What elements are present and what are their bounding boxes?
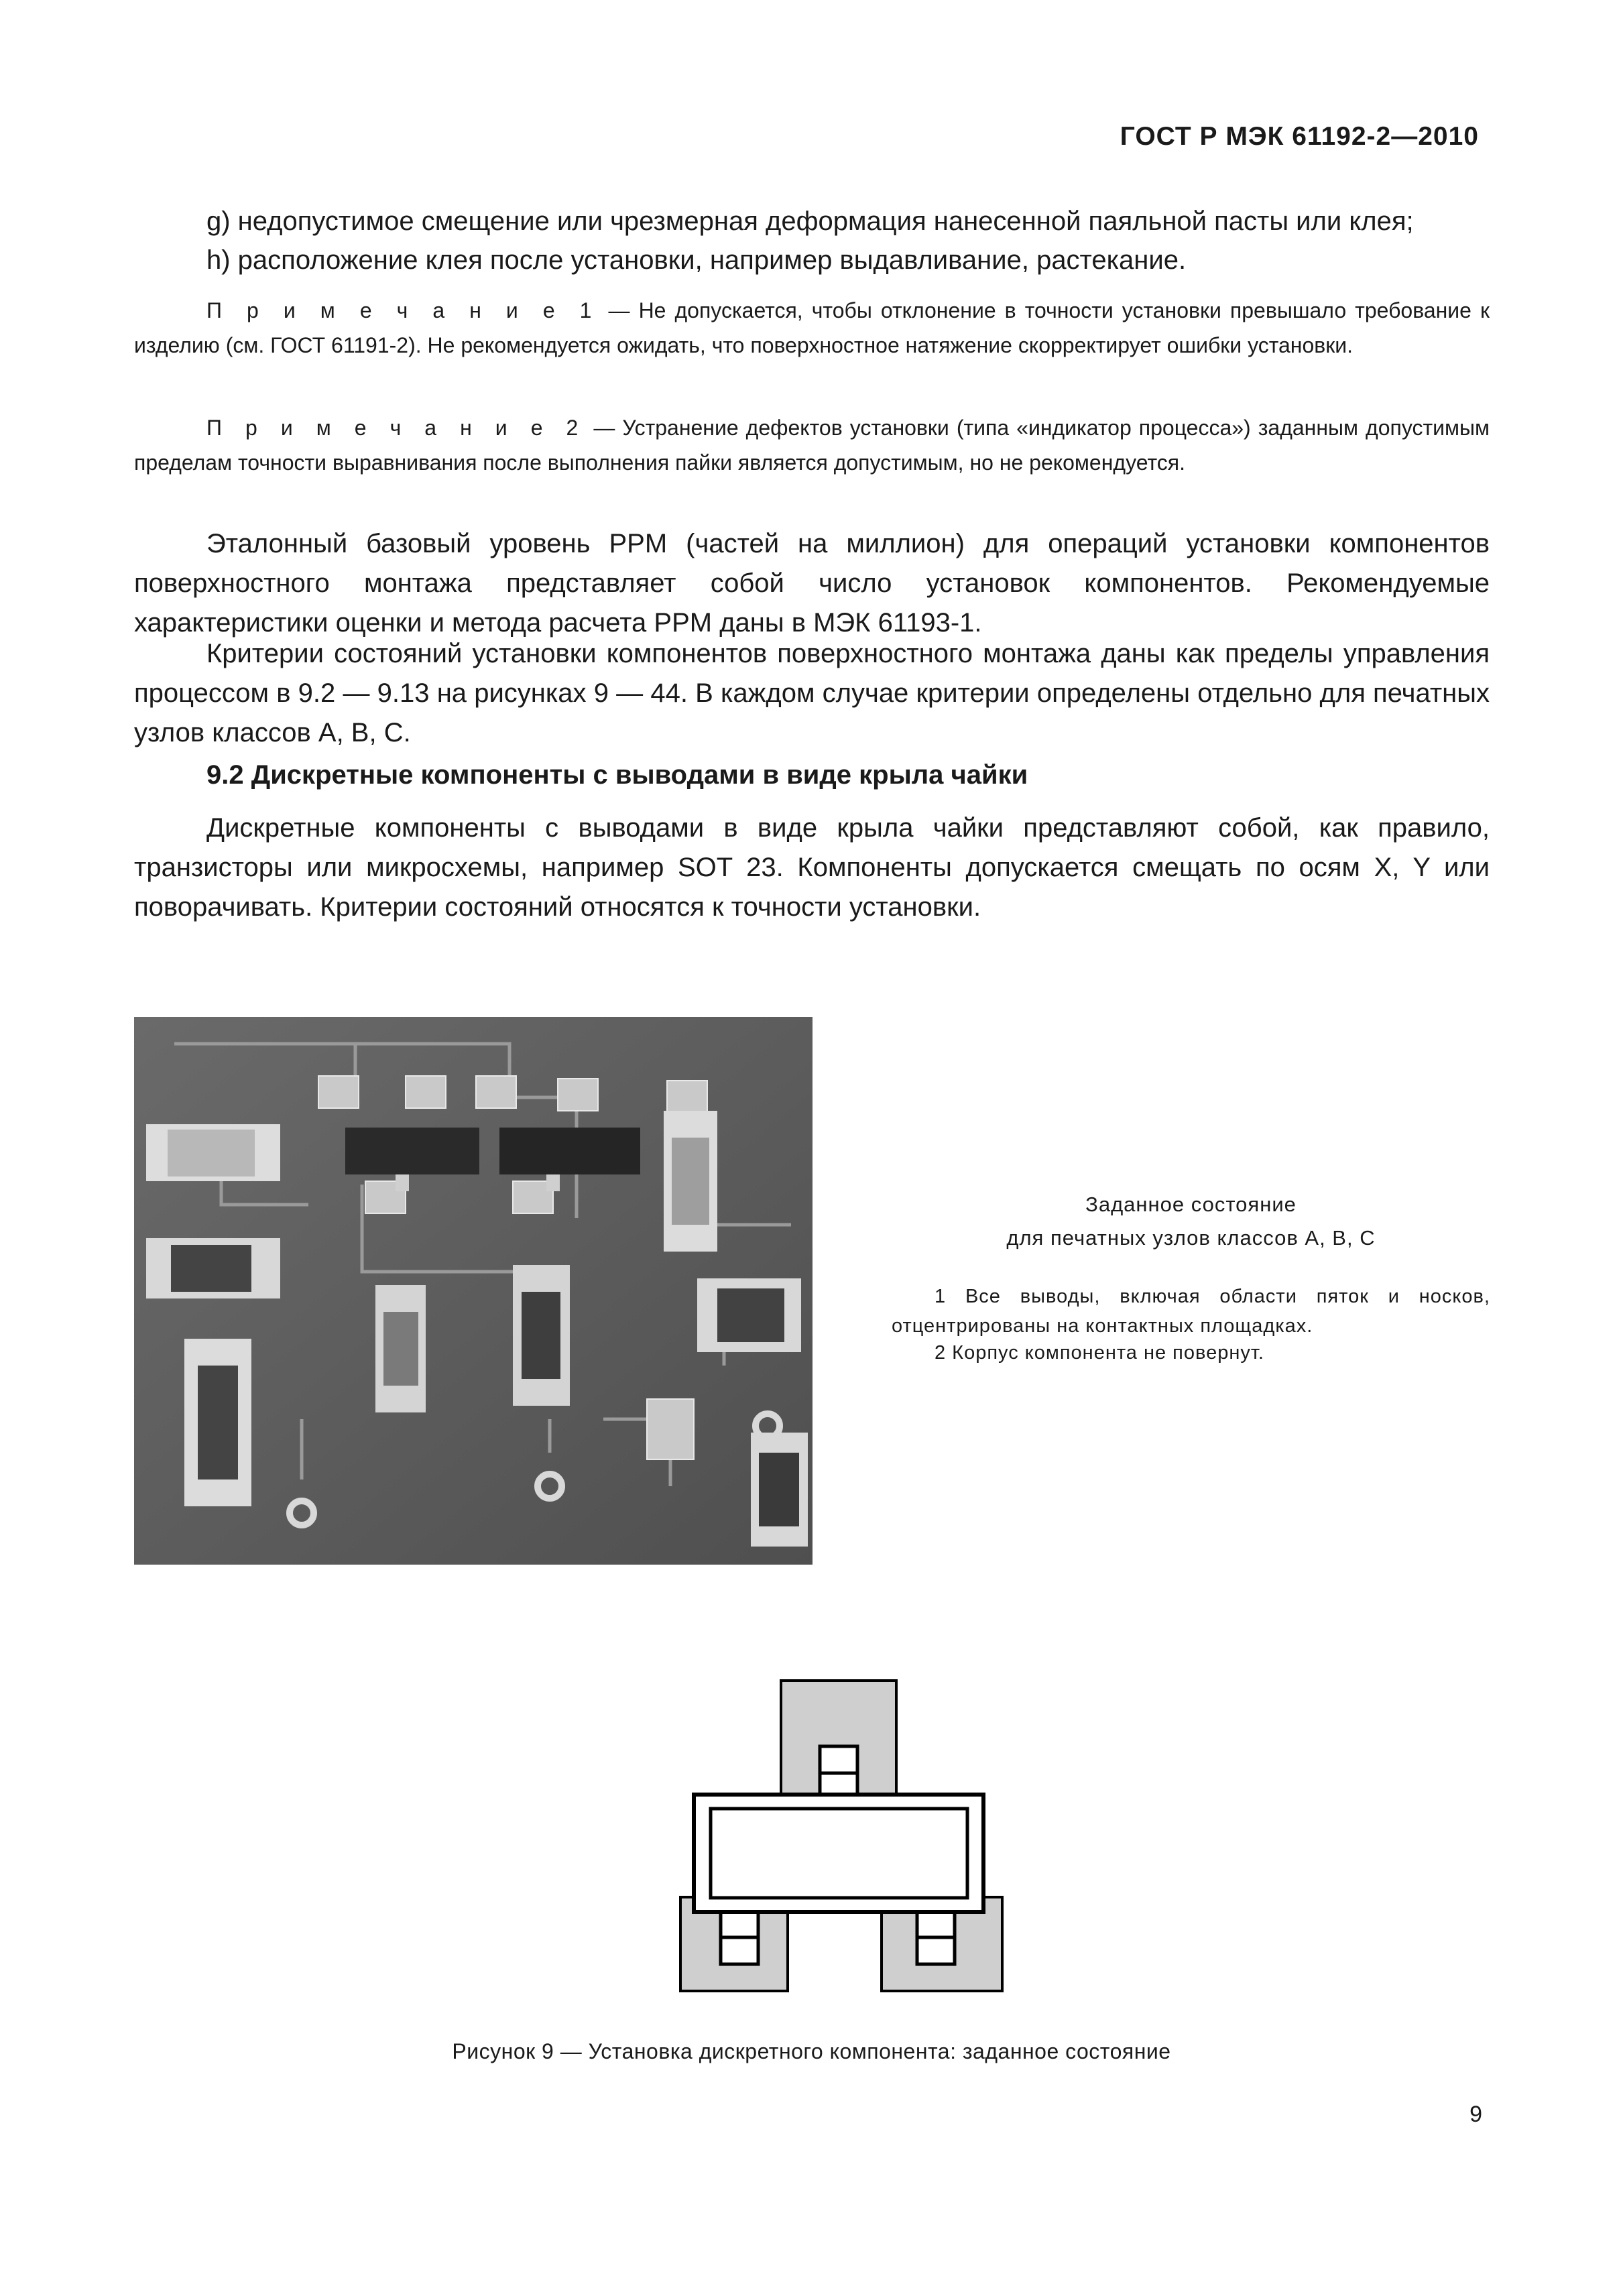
paragraph-criteria: Критерии состояний установки компонентов поверхностного монтажа даны как пределы управления процессом в 9.2 — 9.13 на рисунках 9 — 44. В каждом случае критерии определены отдельно для печатных узлов классов А, В, С. xyxy=(134,639,1490,747)
document-header: ГОСТ Р МЭК 61192-2—2010 xyxy=(1120,122,1479,151)
sot23-footprint-diagram xyxy=(677,1679,1012,1994)
note-1 xyxy=(134,293,1490,363)
paragraph-ppm: Эталонный базовый уровень PPM (частей на миллион) для операций установки компонентов поверхностного монтажа представляет собой число установок компонентов. Рекомендуемые характеристики оценки и метода расчета PPM даны в МЭК 61193-1. xyxy=(134,529,1490,638)
list-item-g: g) недопустимое смещение или чрезмерная деформация нанесенной паяльной пасты или клея; xyxy=(206,206,1414,236)
annotation-title-line2: для печатных узлов классов А, В, С xyxy=(1006,1226,1376,1250)
annotation-item-1: 1 Все выводы, включая области пяток и носков, отцентрированы на контактных площадках. xyxy=(892,1286,1490,1337)
component-body-inner xyxy=(711,1809,967,1898)
pcb-photo-drawing xyxy=(134,1017,813,1565)
list-item-h: h) расположение клея после установки, например выдавливание, растекание. xyxy=(206,245,1187,275)
page-number: 9 xyxy=(1469,2102,1482,2127)
section-heading: 9.2 Дискретные компоненты с выводами в виде крыла чайки xyxy=(206,760,1028,790)
note-2-label: П р и м е ч а н и е 2 xyxy=(206,416,587,440)
note-1-text: — Не допускается, чтобы отклонение в точности установки превышало требование к изделию (см. ГОСТ 61191-2). Не рекомендуется ожидать, что поверхностное натяжение скорректирует ошибки установки. xyxy=(134,298,1490,357)
note-1-label: П р и м е ч а н и е 1 xyxy=(206,298,600,322)
note-2-text: — Устранение дефектов установки (типа «индикатор процесса») заданным допустимым пределам точности выравнивания после выполнения пайки является допустимым, но не рекомендуется. xyxy=(134,416,1490,475)
note-2 xyxy=(134,410,1490,480)
annotation-title-line1: Заданное состояние xyxy=(1085,1193,1297,1216)
pcb-photo xyxy=(134,1017,813,1565)
annotation-item-2: 2 Корпус компонента не повернут. xyxy=(935,1342,1264,1364)
section-body: Дискретные компоненты с выводами в виде крыла чайки представляют собой, как правило, транзисторы или микросхемы, например SOT 23. Компоненты допускается смещать по осям X, Y или поворачивать. Критерии состояний относятся к точности установки. xyxy=(134,813,1490,922)
figure-caption: Рисунок 9 — Установка дискретного компонента: заданное состояние xyxy=(452,2039,1171,2063)
